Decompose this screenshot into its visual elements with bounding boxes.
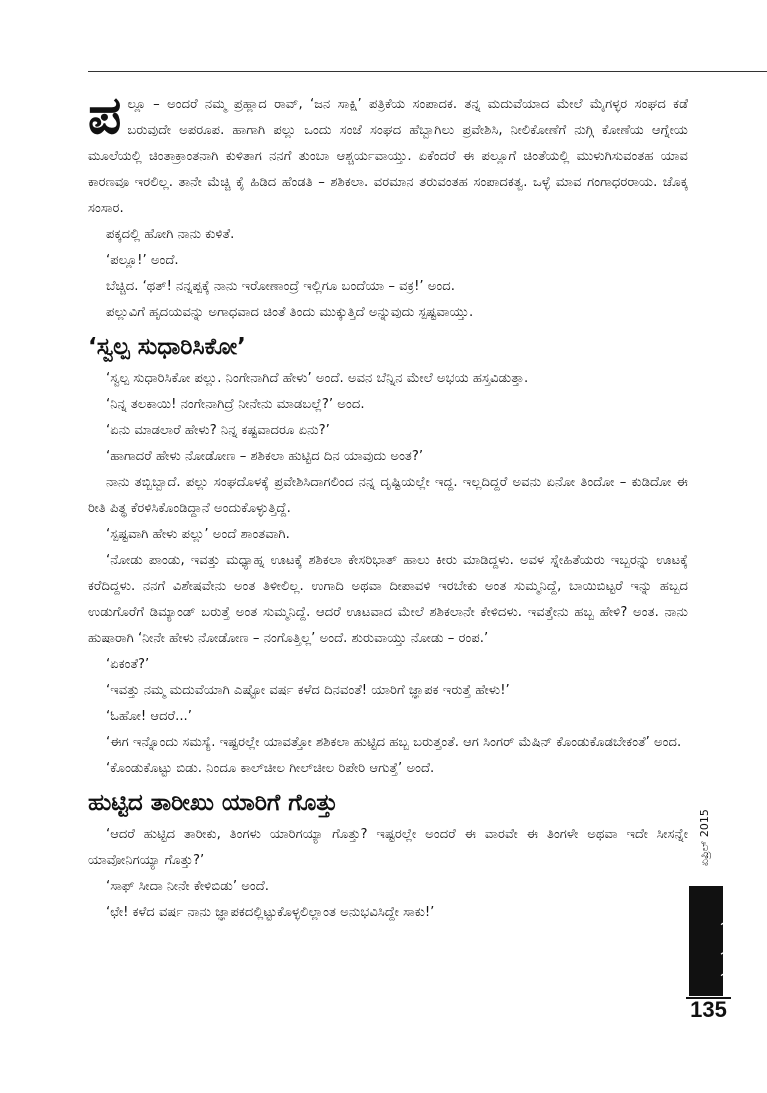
paragraph: ‘ಛೇ! ಕಳೆದ ವರ್ಷ ನಾನು ಜ್ಞಾಪಕದಲ್ಲಿಟ್ಟುಕೊಳ್ಳಲಿಲ್ಲಾಂತ ಅನುಭವಿಸಿದ್ದೇ ಸಾಕು!’ [106, 905, 435, 920]
paragraph: ‘ಕೊಂಡುಕೊಟ್ಟು ಬಿಡು. ನಿಂದೂ ಕಾಲ್‌ಚೀಲ ಗೀಲ್‌ಚೀಲ ರಿಪೇರಿ ಆಗುತ್ತೆ’ ಅಂದೆ. [106, 761, 435, 776]
page-number: 135 [690, 997, 727, 1022]
paragraph: ‘ಹಾಗಾದರೆ ಹೇಳು ನೋಡೋಣ – ಶಶಿಕಲಾ ಹುಟ್ಟಿದ ದಿನ ಯಾವುದು ಅಂತ?’ [106, 449, 424, 464]
paragraph: ಬೆಚ್ಚಿದ. ‘ಥತ್! ನನ್ನಪ್ಪಕ್ಕೆ ನಾನು ಇರೋಣಾಂದ್ರೆ ಇಲ್ಲಿಗೂ ಬಂದೆಯಾ – ವಕ್ರ!’ ಅಂದ. [106, 279, 455, 294]
paragraph: ನಾನು ತಬ್ಬಿಬ್ಬಾದೆ. ಪಲ್ಲು ಸಂಘದೊಳಕ್ಕೆ ಪ್ರವೇಶಿಸಿದಾಗಲಿಂದ ನನ್ನ ದೃಷ್ಟಿಯಲ್ಲೇ ಇದ್ದ. ಇಲ್ಲದಿದ್ದರೆ ಅವನು ಏನೋ ತಿಂದೋ – ಕುಡಿದೋ ಈ ರೀತಿ ಪಿತ್ಥ ಕೆರಳಿಸಿಕೊಂಡಿದ್ದಾನೆ ಅಂದುಕೊಳ್ಳುತ್ತಿದ್ದೆ. [88, 475, 688, 516]
intro-paragraph [88, 86, 688, 222]
magazine-logo-text: ಮಯೂರ [715, 922, 739, 986]
paragraph: ‘ಆದರೆ ಹುಟ್ಟಿದ ತಾರೀಕು, ತಿಂಗಳು ಯಾರಿಗಯ್ಯಾ ಗೊತ್ತು? ಇಷ್ಟರಲ್ಲೇ ಅಂದರೆ ಈ ವಾರವೇ ಈ ತಿಂಗಳೇ ಅಥವಾ ಇದೇ ಸೀಸನ್ನೇ ಯಾವೋನಿಗಯ್ಯಾ ಗೊತ್ತು?’ [88, 827, 688, 868]
top-rule [88, 71, 767, 72]
paragraph: ‘ನಿನ್ನ ತಲಕಾಯಿ! ನಂಗೇನಾಗಿದ್ರೆ ನೀನೇನು ಮಾಡಬಲ್ಲೆ?’ ಅಂದ. [106, 397, 365, 412]
issue-date-text: ಏಪ್ರಿಲ್ 2015 [698, 809, 711, 866]
paragraph: ‘ಸ್ಪಷ್ಟವಾಗಿ ಹೇಳು ಪಲ್ಲು’ ಅಂದೆ ಶಾಂತವಾಗಿ. [106, 527, 290, 542]
paragraph: ಪಕ್ಕದಲ್ಲಿ ಹೋಗಿ ನಾನು ಕುಳಿತೆ. [106, 227, 235, 242]
paragraph: ‘ಏಕಂತೆ?’ [106, 657, 150, 672]
article-body [88, 86, 688, 926]
paragraph: ‘ಇವತ್ತು ನಮ್ಮ ಮದುವೆಯಾಗಿ ಎಷ್ಟೋ ವರ್ಷ ಕಳೆದ ದಿನವಂತೆ! ಯಾರಿಗೆ ಜ್ಞಾಪಕ ಇರುತ್ತೆ ಹೇಳು!’ [106, 683, 510, 698]
paragraph: ‘ನೋಡು ಪಾಂಡು, ಇವತ್ತು ಮಧ್ಯಾಹ್ನ ಊಟಕ್ಕೆ ಶಶಿಕಲಾ ಕೇಸರಿಭಾತ್ ಹಾಲು ಕೀರು ಮಾಡಿದ್ದಳು. ಅವಳ ಸ್ನೇಹಿತೆಯರು ಇಬ್ಬರನ್ನು ಊಟಕ್ಕೆ ಕರೆದಿದ್ದಳು. ನನಗೆ ವಿಶೇಷವೇನು ಅಂತ ತಿಳೀಲಿಲ್ಲ. ಉಗಾದಿ ಅಥವಾ ದೀಪಾವಳಿ ಇರಬೇಕು ಅಂತ ಸುಮ್ಮನಿದ್ದೆ, ಬಾಯಿಬಿಟ್ಟರೆ ಇನ್ನು ಹಬ್ಬದ ಉಡುಗೊರೆಗೆ ಡಿಮ್ಯಾಂಡ್ ಬರುತ್ತೆ ಅಂತ ಸುಮ್ಮನಿದ್ದೆ. ಆದರೆ ಊಟವಾದ ಮೇಲೆ ಶಶಿಕಲಾನೇ ಕೇಳಿದಳು. ಇವತ್ತೇನು ಹಬ್ಬ ಹೇಳಿ? ಅಂತ. ನಾನು ಹುಷಾರಾಗಿ ‘ನೀನೇ ಹೇಳು ನೋಡೋಣ – ನಂಗೊತ್ತಿಲ್ಲ’ ಅಂದೆ. ಶುರುವಾಯ್ತು ನೋಡು – ರಂಪ.’ [88, 553, 688, 646]
paragraph: ‘ಸಾಫ್ ಸೀದಾ ನೀನೇ ಕೇಳಿಬಿಡು’ ಅಂದೆ. [106, 879, 269, 894]
magazine-logo [689, 886, 739, 996]
paragraph: ‘ಓಹೋ! ಆದರೆ...’ [106, 709, 192, 724]
section-heading: ‘ಸ್ವಲ್ಪ ಸುಧಾರಿಸಿಕೋ’ [88, 334, 246, 360]
paragraph: ಪಲ್ಲುವಿಗೆ ಹೃದಯವನ್ನು ಅಗಾಧವಾದ ಚಿಂತೆ ತಿಂದು ಮುಕ್ಕುತ್ತಿದೆ ಅನ್ನುವುದು ಸ್ಪಷ್ಟವಾಯ್ತು. [106, 305, 474, 320]
section-heading: ಹುಟ್ಟಿದ ತಾರೀಖು ಯಾರಿಗೆ ಗೊತ್ತು [88, 790, 338, 816]
issue-date [686, 800, 726, 870]
paragraph: ‘ಏನು ಮಾಡಲಾರೆ ಹೇಳು? ನಿನ್ನ ಕಷ್ಟವಾದರೂ ಏನು?’ [106, 423, 330, 438]
paragraph: ‘ಈಗ ಇನ್ನೊಂದು ಸಮಸ್ಯೆ. ಇಷ್ಟರಲ್ಲೇ ಯಾವತ್ತೋ ಶಶಿಕಲಾ ಹುಟ್ಟಿದ ಹಬ್ಬ ಬರುತ್ತಂತೆ. ಆಗ ಸಿಂಗರ್ ಮೆಷಿನ್ ಕೊಂಡುಕೊಡಬೇಕಂತೆ’ ಅಂದ. [106, 735, 682, 750]
paragraph: ‘ಸ್ವಲ್ಪ ಸುಧಾರಿಸಿಕೋ ಪಲ್ಲು. ನಿಂಗೇನಾಗಿದೆ ಹೇಳು’ ಅಂದೆ. ಅವನ ಬೆನ್ನಿನ ಮೇಲೆ ಅಭಯ ಹಸ್ತವಿಡುತ್ತಾ. [106, 371, 529, 386]
paragraph: ‘ಪಲ್ಲೂ!’ ಅಂದೆ. [106, 253, 179, 268]
page-sidebar [686, 800, 739, 1000]
drop-cap: ಪ [88, 86, 122, 146]
intro-text: ಲ್ಲೂ – ಅಂದರೆ ನಮ್ಮ ಪ್ರಹ್ಲಾದ ರಾವ್, ‘ಜನ ಸಾಕ್ಷಿ’ ಪತ್ರಿಕೆಯ ಸಂಪಾದಕ. ತನ್ನ ಮದುವೆಯಾದ ಮೇಲೆ ಮೈಗಳ್ಳರ ಸಂಘದ ಕಡೆ ಬರುವುದೇ ಅಪರೂಪ. ಹಾಗಾಗಿ ಪಲ್ಲು ಒಂದು ಸಂಜೆ ಸಂಘದ ಹೆಬ್ಬಾಗಿಲು ಪ್ರವೇಶಿಸಿ, ನೀಲಿಕೋಣೆಗೆ ನುಗ್ಗಿ ಕೋಣೆಯ ಆಗ್ನೇಯ ಮೂಲೆಯಲ್ಲಿ ಚಿಂತಾಕ್ರಾಂತನಾಗಿ ಕುಳಿತಾಗ ನನಗೆ ತುಂಬಾ ಆಶ್ಚರ್ಯವಾಯ್ತು. ಏಕೆಂದರೆ ಈ ಪಲ್ಲೂಗೆ ಚಿಂತೆಯಲ್ಲಿ ಮುಳುಗಿಸುವಂತಹ ಯಾವ ಕಾರಣವೂ ಇರಲಿಲ್ಲ. ತಾನೇ ಮೆಚ್ಚಿ ಕೈ ಹಿಡಿದ ಹೆಂಡತಿ – ಶಶಿಕಲಾ. ವರಮಾನ ತರುವಂತಹ ಸಂಪಾದಕತ್ವ. ಒಳ್ಳೆ ಮಾವ ಗಂಗಾಧರರಾಯ. ಚೊಕ್ಕ ಸಂಸಾರ. [88, 97, 688, 216]
